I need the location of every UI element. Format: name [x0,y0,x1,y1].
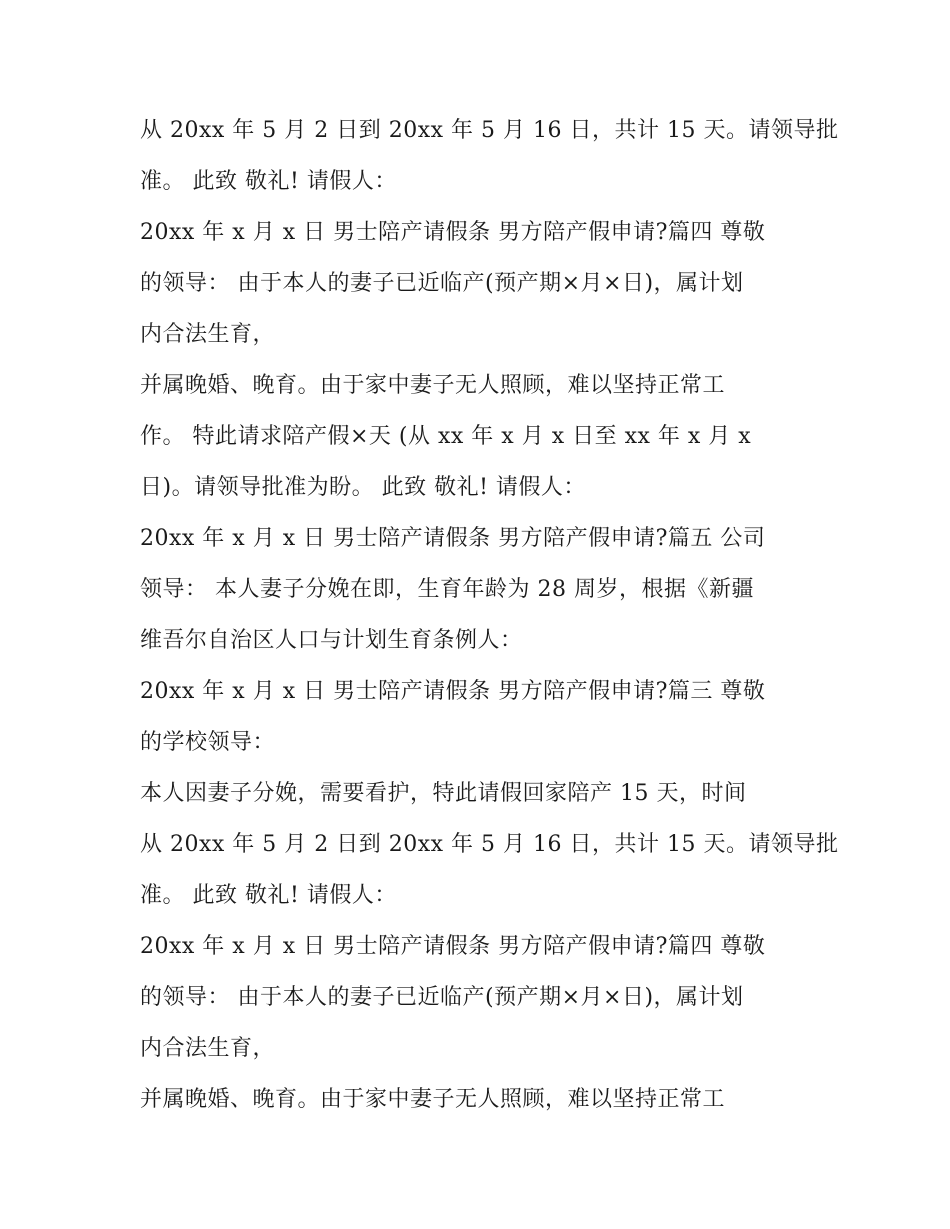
document-body [140,105,839,1125]
text-line: 作。 特此请求陪产假×天 (从 xx 年 x 月 x 日至 xx 年 x 月 x [140,424,752,449]
text-line: 20xx 年 x 月 x 日 男士陪产请假条 男方陪产假申请?篇五 公司 [140,526,766,551]
text-line: 准。 此致 敬礼! 请假人： [140,169,397,194]
text-line: 并属晚婚、晚育。由于家中妻子无人照顾，难以坚持正常工 [140,1087,726,1112]
text-line: 日)。请领导批准为盼。 此致 敬礼! 请假人： [140,475,586,500]
text-line: 20xx 年 x 月 x 日 男士陪产请假条 男方陪产假申请?篇四 尊敬 [140,220,766,245]
text-line: 内合法生育， [140,322,276,347]
text-line: 20xx 年 x 月 x 日 男士陪产请假条 男方陪产假申请?篇三 尊敬 [140,679,766,704]
text-line: 的领导： 由于本人的妻子已近临产(预产期×月×日)，属计划 [140,271,744,296]
text-line: 的学校领导： [140,730,276,755]
text-line: 维吾尔自治区人口与计划生育条例人： [140,628,523,653]
text-line: 20xx 年 x 月 x 日 男士陪产请假条 男方陪产假申请?篇四 尊敬 [140,934,766,959]
text-line: 内合法生育， [140,1036,276,1061]
text-line: 并属晚婚、晚育。由于家中妻子无人照顾，难以坚持正常工 [140,373,726,398]
text-line: 从 20xx 年 5 月 2 日到 20xx 年 5 月 16 日，共计 15 天。请领导批 [140,832,839,857]
text-line: 本人因妻子分娩，需要看护，特此请假回家陪产 15 天，时间 [140,781,747,806]
text-line: 的领导： 由于本人的妻子已近临产(预产期×月×日)，属计划 [140,985,744,1010]
text-line: 准。 此致 敬礼! 请假人： [140,883,397,908]
text-line: 从 20xx 年 5 月 2 日到 20xx 年 5 月 16 日，共计 15 天。请领导批 [140,118,839,143]
text-line: 领导： 本人妻子分娩在即，生育年龄为 28 周岁，根据《新疆 [140,577,754,602]
